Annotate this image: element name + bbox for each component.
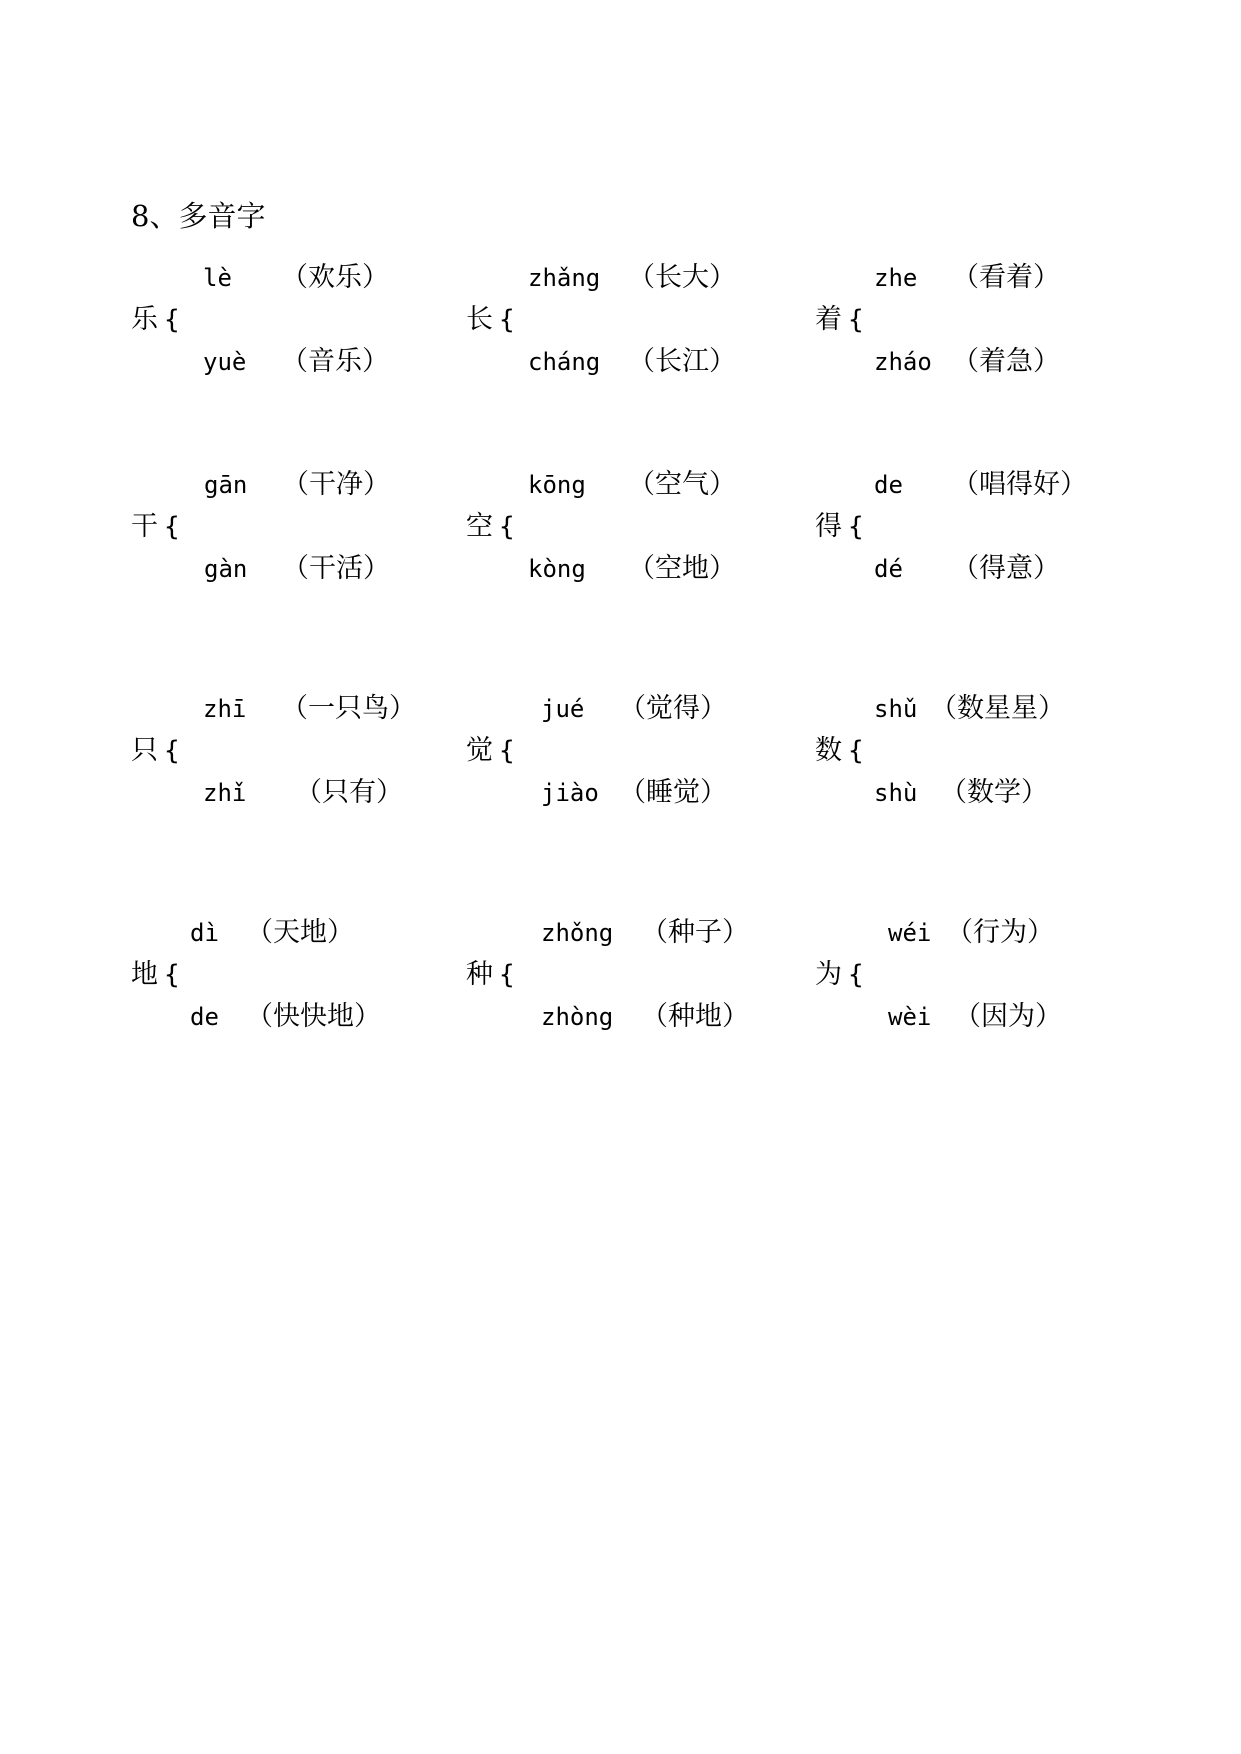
polyphone-character: 空 (466, 511, 493, 542)
example-word: （因为） (954, 1001, 1062, 1032)
polyphone-character: 干 (131, 511, 158, 542)
polyphone-entry-di (131, 910, 471, 1040)
reading-bottom (541, 999, 749, 1035)
reading-bottom (528, 344, 736, 380)
polyphone-entry-zhe (815, 255, 1155, 385)
polyphone-character: 乐 (131, 304, 158, 335)
brace: { (499, 512, 515, 542)
pinyin: de (874, 471, 903, 499)
polyphone-entry-jue (466, 686, 806, 816)
reading-bottom (203, 344, 389, 380)
reading-top (541, 915, 749, 951)
pinyin: dì (190, 919, 219, 947)
polyphone-character: 地 (131, 959, 158, 990)
brace: { (499, 305, 515, 335)
polyphone-character: 为 (815, 959, 842, 990)
reading-bottom (190, 999, 381, 1035)
pinyin: yuè (203, 348, 247, 376)
example-word: （种子） (641, 917, 749, 948)
reading-bottom (874, 344, 1060, 380)
reading-top (528, 467, 736, 503)
pinyin: de (190, 1003, 219, 1031)
pinyin: kòng (528, 555, 586, 583)
example-word: （音乐） (281, 346, 389, 377)
reading-top (541, 691, 727, 727)
polyphone-character: 得 (815, 511, 842, 542)
example-word: （干净） (282, 469, 390, 500)
example-word: （只有） (295, 777, 403, 808)
example-word: （干活） (282, 553, 390, 584)
pinyin: zhe (874, 264, 918, 292)
pinyin: dé (874, 555, 903, 583)
example-word: （一只鸟） (281, 693, 416, 724)
brace: { (164, 512, 180, 542)
example-word: （看着） (952, 262, 1060, 293)
polyphone-entry-zhi (131, 686, 471, 816)
pinyin: wèi (888, 1003, 932, 1031)
example-word: （快快地） (246, 1001, 381, 1032)
polyphone-character: 着 (815, 304, 842, 335)
pinyin: zháo (874, 348, 932, 376)
pinyin: zhī (203, 695, 247, 723)
reading-top (874, 467, 1087, 503)
brace: { (848, 512, 864, 542)
example-word: （唱得好） (952, 469, 1087, 500)
reading-bottom (874, 775, 1048, 811)
reading-bottom (203, 775, 403, 811)
polyphone-entry-wei (815, 910, 1155, 1040)
pinyin: zhǐ (203, 779, 247, 807)
polyphone-entry-shu (815, 686, 1155, 816)
pinyin: shù (874, 779, 918, 807)
reading-bottom (541, 775, 727, 811)
reading-bottom (528, 551, 736, 587)
example-word: （种地） (641, 1001, 749, 1032)
brace: { (848, 736, 864, 766)
pinyin: zhǎng (528, 264, 601, 292)
pinyin: shǔ (874, 695, 918, 723)
polyphone-character: 长 (466, 304, 493, 335)
polyphone-character: 数 (815, 735, 842, 766)
reading-top (888, 915, 1054, 951)
polyphone-character: 觉 (466, 735, 493, 766)
pinyin: jiào (541, 779, 599, 807)
example-word: （天地） (246, 917, 354, 948)
pinyin: wéi (888, 919, 932, 947)
brace: { (499, 960, 515, 990)
brace: { (164, 736, 180, 766)
reading-bottom (888, 999, 1062, 1035)
brace: { (848, 305, 864, 335)
example-word: （长江） (628, 346, 736, 377)
pinyin: zhòng (541, 1003, 614, 1031)
pinyin: gàn (204, 555, 248, 583)
example-word: （数学） (940, 777, 1048, 808)
example-word: （觉得） (619, 693, 727, 724)
reading-top (190, 915, 354, 951)
reading-top (528, 260, 736, 296)
example-word: （数星星） (930, 693, 1065, 724)
reading-top (203, 691, 416, 727)
reading-top (204, 467, 390, 503)
pinyin: zhǒng (541, 919, 614, 947)
example-word: （空气） (628, 469, 736, 500)
brace: { (499, 736, 515, 766)
reading-top (874, 691, 1065, 727)
example-word: （行为） (946, 917, 1054, 948)
example-word: （睡觉） (619, 777, 727, 808)
example-word: （长大） (628, 262, 736, 293)
polyphone-entry-zhang (466, 255, 806, 385)
pinyin: lè (203, 264, 232, 292)
section-title: 8、多音字 (131, 199, 266, 233)
polyphone-entry-le (131, 255, 471, 385)
reading-top (874, 260, 1060, 296)
polyphone-entry-gan (131, 462, 471, 592)
pinyin: gān (204, 471, 248, 499)
polyphone-character: 种 (466, 959, 493, 990)
pinyin: jué (541, 695, 585, 723)
reading-bottom (204, 551, 390, 587)
brace: { (164, 305, 180, 335)
pinyin: cháng (528, 348, 601, 376)
example-word: （空地） (628, 553, 736, 584)
reading-bottom (874, 551, 1060, 587)
polyphone-character: 只 (131, 735, 158, 766)
brace: { (164, 960, 180, 990)
example-word: （欢乐） (281, 262, 389, 293)
polyphone-entry-de (815, 462, 1155, 592)
brace: { (848, 960, 864, 990)
pinyin: kōng (528, 471, 586, 499)
reading-top (203, 260, 389, 296)
polyphone-entry-zhong (466, 910, 806, 1040)
example-word: （着急） (952, 346, 1060, 377)
example-word: （得意） (952, 553, 1060, 584)
polyphone-entry-kong (466, 462, 806, 592)
